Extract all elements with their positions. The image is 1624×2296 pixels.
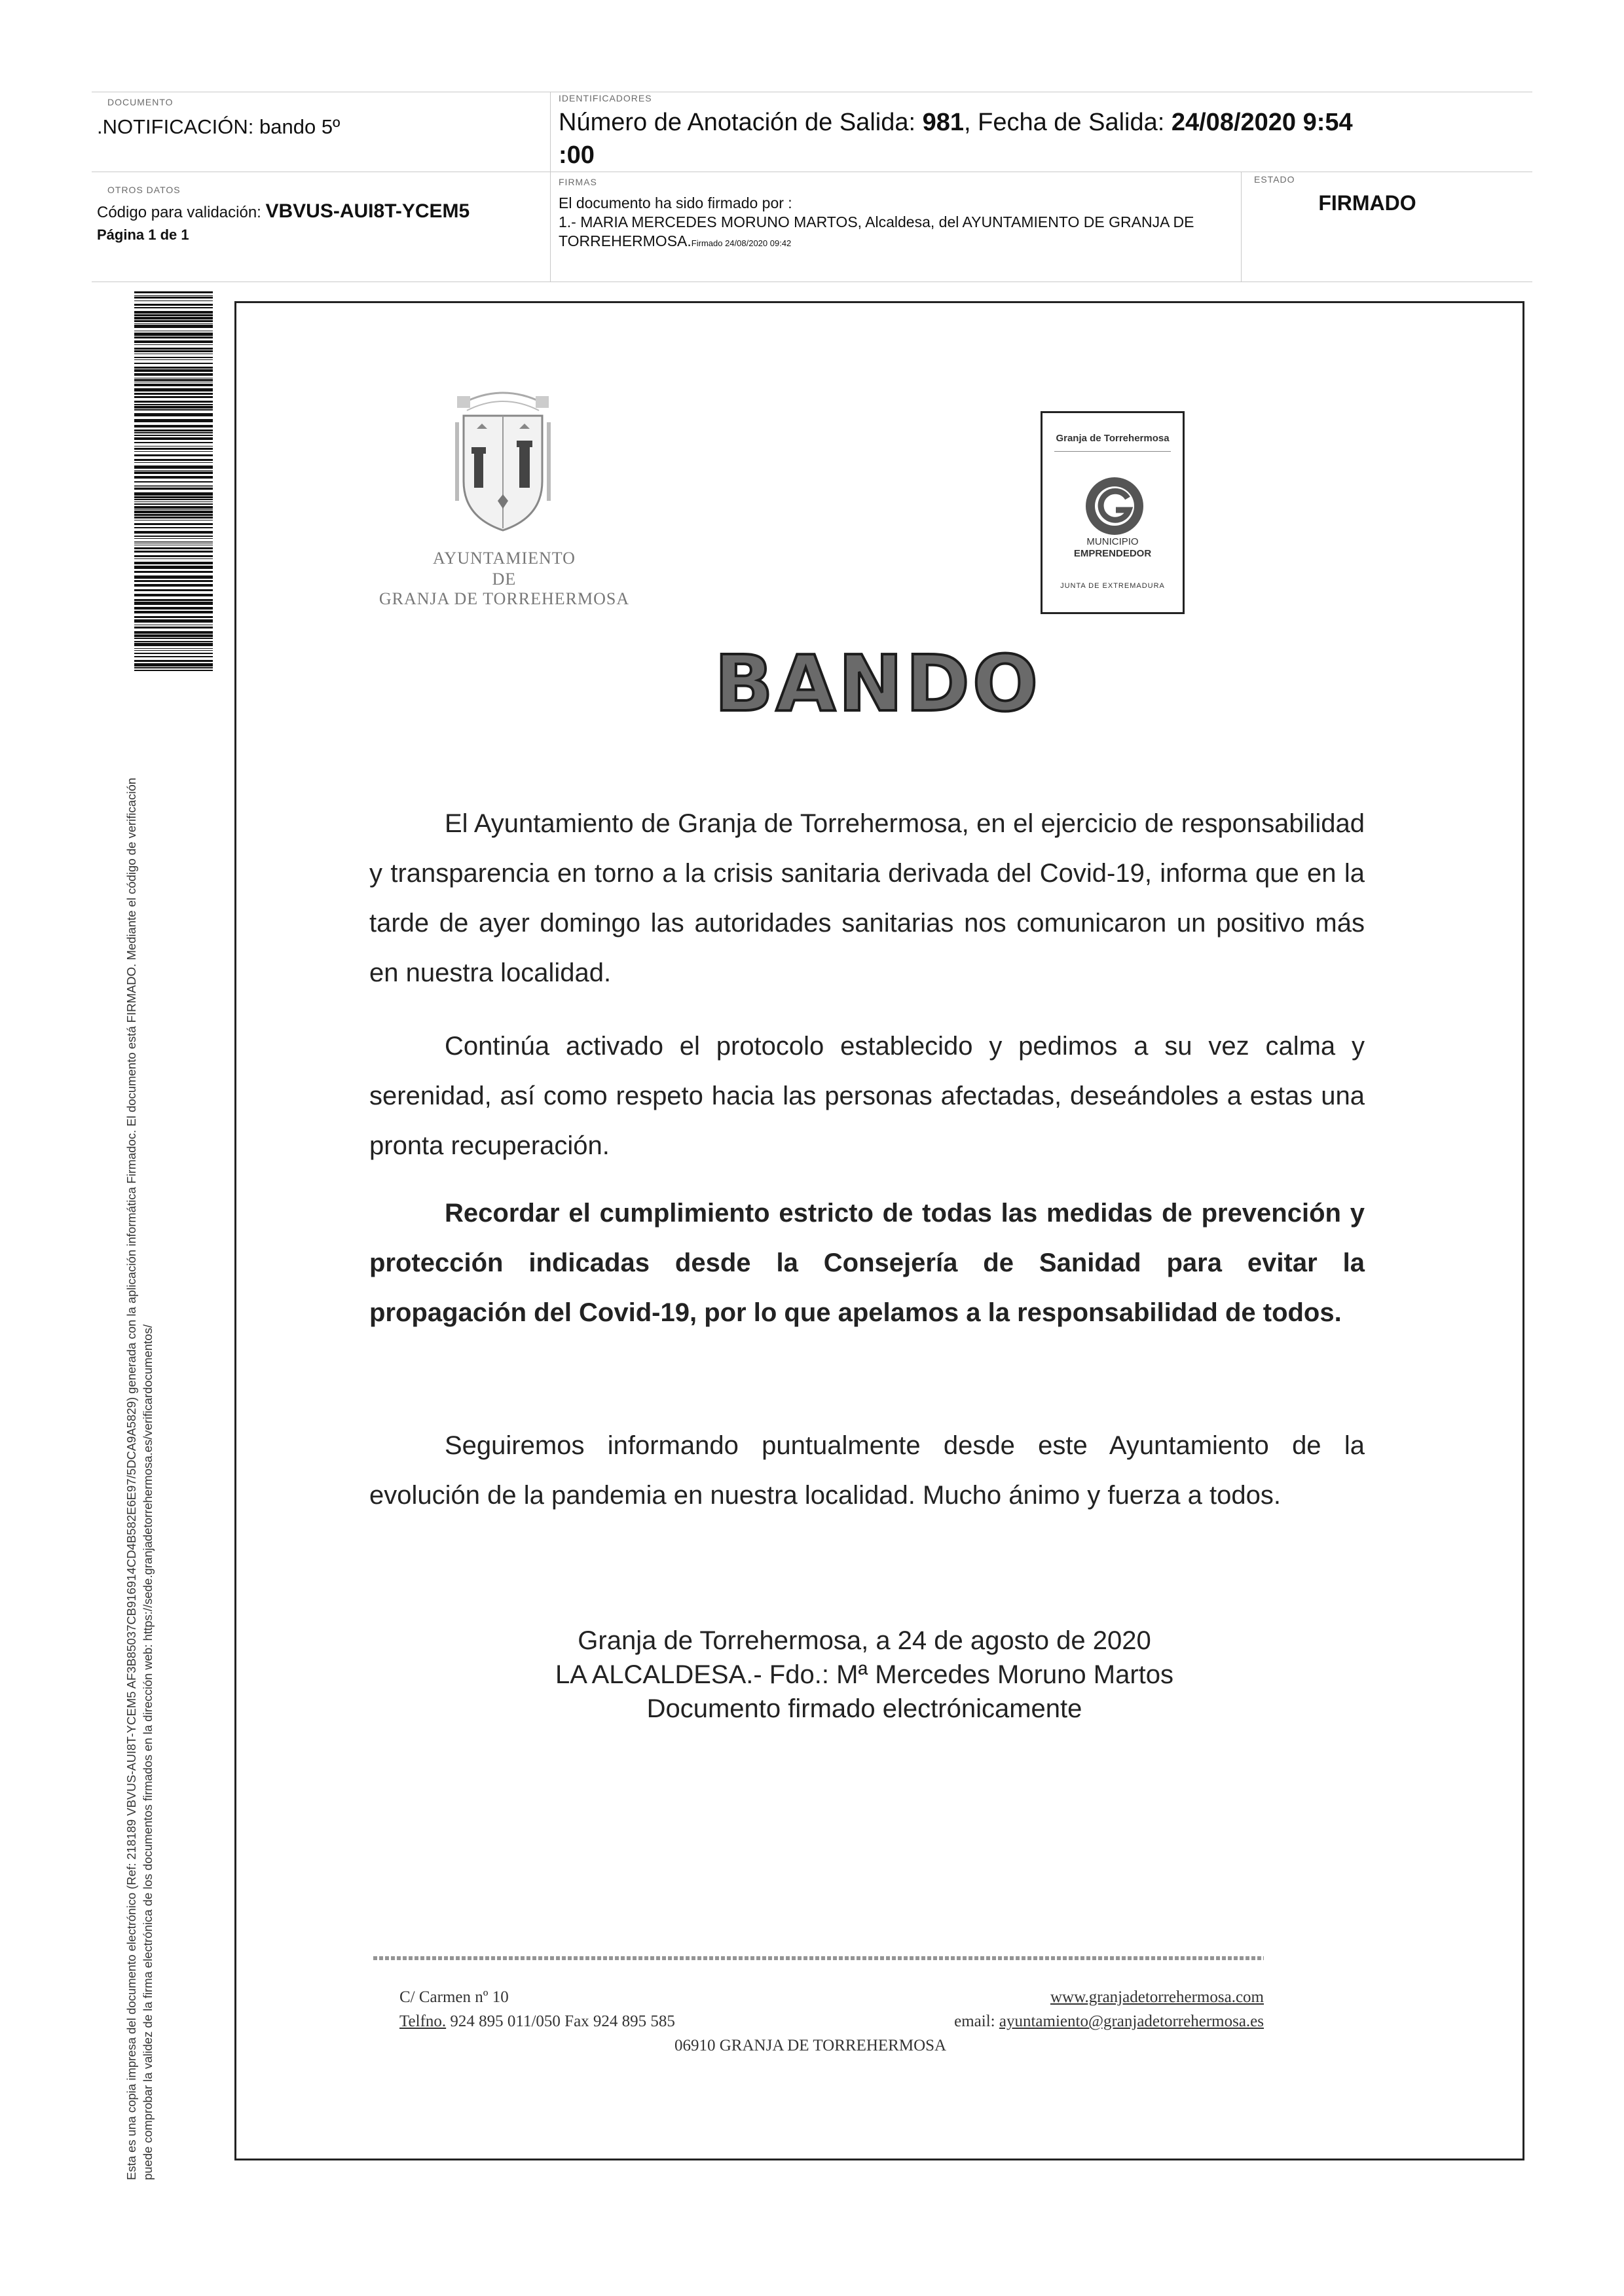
- paragraph-4: Seguiremos informando puntualmente desde este Ayuntamiento de la evolución de la pandemia en nuestra localidad. Mucho ánimo y fuerza a todos.: [369, 1431, 1365, 1510]
- barcode-stripe: [134, 488, 213, 490]
- badge-divider: [1054, 451, 1171, 452]
- signature-electronic-note: Documento firmado electrónicamente: [646, 1694, 1082, 1723]
- documento-value: .NOTIFICACIÓN: bando 5º: [97, 115, 341, 138]
- coat-of-arms-icon: [437, 383, 568, 540]
- barcode-stripe: [134, 602, 213, 605]
- barcode-stripe: [134, 311, 213, 314]
- barcode-stripe: [134, 616, 213, 618]
- badge-junta: JUNTA DE EXTREMADURA: [1060, 582, 1165, 590]
- side-verification-note: [123, 674, 156, 2180]
- badge-town: Granja de Torrehermosa: [1056, 433, 1170, 444]
- barcode-stripe: [134, 413, 213, 416]
- barcode-stripe: [134, 517, 213, 519]
- barcode-stripe: [134, 323, 213, 324]
- barcode-stripe: [134, 470, 213, 471]
- barcode-stripe: [134, 481, 213, 483]
- anotacion-salida: [559, 106, 1410, 172]
- side-note-line1: Esta es una copia impresa del documento electrónico (Ref: 218189 VBVUS-AUI8T-YCEM5 AF3B85037CB916914CD4B582E6E97/5DCA9A5829) generada con la aplicación informática Firmadoc. El documento está FIRMADO. Mediante el código de verificación: [124, 777, 138, 2180]
- barcode-stripe: [134, 419, 213, 422]
- barcode-icon: [134, 291, 213, 671]
- barcode-stripe: [134, 514, 213, 516]
- barcode-stripe: [134, 393, 213, 395]
- barcode-stripe: [134, 340, 213, 343]
- barcode-stripe: [134, 462, 213, 463]
- barcode-stripe: [134, 317, 213, 319]
- paragraph-2: Continúa activado el protocolo establecido y pedimos a su vez calma y serenidad, así como respeto hacia las personas afectadas, deseándoles a estas una pronta recuperación.: [369, 1032, 1365, 1160]
- barcode-stripe: [134, 442, 213, 443]
- barcode-stripe: [134, 384, 213, 386]
- municipio-emprendedor-badge: [1041, 411, 1185, 614]
- barcode-stripe: [134, 448, 213, 450]
- estado-label: ESTADO: [1254, 174, 1295, 185]
- barcode-stripe: [134, 404, 213, 405]
- barcode-stripe: [134, 465, 213, 469]
- otros-datos-label: OTROS DATOS: [107, 185, 181, 195]
- identificadores-label: IDENTIFICADORES: [559, 93, 652, 103]
- barcode-stripe: [134, 307, 213, 308]
- footer-phone: [399, 2013, 675, 2031]
- barcode-stripe: [134, 631, 213, 634]
- barcode-stripe: [134, 670, 213, 671]
- barcode-stripe: [134, 350, 213, 352]
- barcode-stripe: [134, 511, 213, 513]
- barcode-stripe: [134, 648, 213, 649]
- footer-email-label: email:: [954, 2013, 999, 2030]
- barcode-stripe: [134, 476, 213, 479]
- barcode-stripe: [134, 367, 213, 369]
- barcode-stripe: [134, 451, 213, 452]
- barcode-stripe: [134, 486, 213, 487]
- footer-divider: [373, 1956, 1264, 1960]
- barcode-stripe: [134, 594, 213, 596]
- footer-city: 06910 GRANJA DE TORREHERMOSA: [674, 2037, 947, 2054]
- firmas-line1: El documento ha sido firmado por :: [559, 194, 792, 211]
- barcode-stripe: [134, 660, 213, 662]
- barcode-stripe: [134, 509, 213, 510]
- emprendedor-logo-icon: [1082, 473, 1147, 539]
- barcode-stripe: [134, 558, 213, 559]
- badge-emprendedor: EMPRENDEDOR: [1073, 548, 1152, 559]
- footer-address: C/ Carmen nº 10: [399, 1988, 509, 2006]
- signature-place-date: Granja de Torrehermosa, a 24 de agosto de 2020: [578, 1626, 1151, 1655]
- footer-phone-label: Telfno.: [399, 2013, 447, 2030]
- barcode-stripe: [134, 388, 213, 392]
- barcode-stripe: [134, 291, 213, 293]
- barcode-stripe: [134, 566, 213, 569]
- firmas-line3: TORREHERMOSA.: [559, 232, 692, 249]
- barcode-stripe: [134, 499, 213, 500]
- barcode-stripe: [134, 584, 213, 587]
- barcode-stripe: [134, 551, 213, 553]
- barcode-stripe: [134, 492, 213, 496]
- letterhead-line2: DE: [492, 570, 517, 589]
- codigo-value: VBVUS-AUI8T-YCEM5: [265, 200, 470, 222]
- anotacion-prefix: Número de Anotación de Salida:: [559, 109, 923, 136]
- barcode-stripe: [134, 459, 213, 461]
- paragraph-1: El Ayuntamiento de Granja de Torrehermosa, en el ejercicio de responsabilidad y transparencia en torno a la crisis sanitaria derivada del Covid-19, informa que en la tarde de ayer domingo las autoridades sanitarias nos comunicaron un positivo más en nuestra localidad.: [369, 809, 1365, 987]
- footer-web-link[interactable]: www.granjadetorrehermosa.com: [1050, 1988, 1264, 2006]
- letterhead-line3: GRANJA DE TORREHERMOSA: [378, 589, 630, 608]
- barcode-stripe: [134, 425, 213, 428]
- signature-name: LA ALCALDESA.- Fdo.: Mª Mercedes Moruno Martos: [555, 1660, 1174, 1689]
- barcode-stripe: [134, 538, 213, 539]
- footer-phone-value: 924 895 011/050 Fax 924 895 585: [446, 2013, 675, 2030]
- barcode-stripe: [134, 562, 213, 564]
- barcode-stripe: [134, 429, 213, 431]
- barcode-stripe: [134, 650, 213, 651]
- codigo-validacion: [97, 200, 470, 223]
- barcode-stripe: [134, 379, 213, 381]
- barcode-stripe: [134, 396, 213, 398]
- barcode-stripe: [134, 506, 213, 509]
- estado-value: FIRMADO: [1318, 191, 1416, 215]
- barcode-stripe: [134, 369, 213, 372]
- header-divider-left: [550, 92, 551, 282]
- barcode-stripe: [134, 580, 213, 582]
- barcode-stripe: [134, 406, 213, 409]
- barcode-stripe: [134, 363, 213, 364]
- barcode-stripe: [134, 333, 213, 336]
- firmas-line2: 1.- MARIA MERCEDES MORUNO MARTOS, Alcaldesa, del AYUNTAMIENTO DE GRANJA DE: [559, 213, 1194, 230]
- paragraph-3-bold: Recordar el cumplimiento estricto de todas las medidas de prevención y protección indicadas desde la Consejería de Sanidad para evitar la propagación del Covid-19, por lo que apelamos a la responsabilidad de todos.: [369, 1199, 1365, 1327]
- barcode-stripe: [134, 373, 213, 376]
- footer-email-link[interactable]: ayuntamiento@granjadetorrehermosa.es: [999, 2013, 1264, 2030]
- barcode-stripe: [134, 599, 213, 601]
- barcode-stripe: [134, 638, 213, 639]
- codigo-prefix: Código para validación:: [97, 204, 266, 221]
- barcode-stripe: [134, 643, 213, 646]
- barcode-stripe: [134, 325, 213, 328]
- firmas-small: Firmado 24/08/2020 09:42: [691, 238, 792, 248]
- barcode-stripe: [134, 523, 213, 525]
- barcode-stripe: [134, 337, 213, 338]
- barcode-stripe: [134, 344, 213, 345]
- barcode-stripe: [134, 359, 213, 360]
- barcode-stripe: [134, 653, 213, 654]
- barcode-stripe: [134, 454, 213, 456]
- barcode-stripe: [134, 314, 213, 316]
- documento-label: DOCUMENTO: [107, 97, 174, 107]
- page-title: BANDO: [714, 638, 1041, 729]
- barcode-stripe: [134, 611, 213, 613]
- barcode-stripe: [134, 571, 213, 573]
- barcode-stripe: [134, 485, 213, 486]
- barcode-stripe: [134, 471, 213, 474]
- barcode-stripe: [134, 409, 213, 410]
- barcode-stripe: [134, 348, 213, 350]
- barcode-stripe: [134, 304, 213, 306]
- barcode-stripe: [134, 627, 213, 629]
- footer-email: [923, 2013, 1264, 2031]
- barcode-stripe: [134, 401, 213, 403]
- barcode-stripe: [134, 547, 213, 549]
- anotacion-fecha: 24/08/2020 9:54: [1171, 109, 1353, 136]
- barcode-stripe: [134, 536, 213, 537]
- letterhead-line1: AYUNTAMIENTO: [433, 549, 576, 568]
- anotacion-cont: :00: [559, 141, 595, 169]
- barcode-stripe: [134, 437, 213, 440]
- barcode-stripe: [134, 320, 213, 322]
- barcode-stripe: [134, 634, 213, 637]
- barcode-stripe: [134, 589, 213, 591]
- barcode-stripe: [134, 641, 213, 642]
- barcode-stripe: [134, 297, 213, 299]
- firmas-label: FIRMAS: [559, 177, 597, 187]
- barcode-stripe: [134, 432, 213, 433]
- anotacion-mid: , Fecha de Salida:: [964, 109, 1172, 136]
- barcode-stripe: [134, 619, 213, 623]
- barcode-stripe: [134, 541, 213, 542]
- barcode-stripe: [134, 503, 213, 505]
- barcode-stripe: [134, 607, 213, 610]
- side-note-line2: puede comprobar la validez de la firma electrónica de los documentos firmados en la dirección web: https://sede.granjadetorrehermosa.es/verificardocumentos/: [141, 1324, 155, 2180]
- barcode-stripe: [134, 663, 213, 666]
- barcode-stripe: [134, 435, 213, 436]
- barcode-stripe: [134, 575, 213, 579]
- barcode-stripe: [134, 527, 213, 528]
- barcode-stripe: [134, 667, 213, 668]
- barcode-stripe: [134, 496, 213, 498]
- barcode-stripe: [134, 357, 213, 358]
- anotacion-numero: 981: [922, 109, 964, 136]
- barcode-stripe: [134, 555, 213, 557]
- barcode-stripe: [134, 295, 213, 296]
- barcode-stripe: [134, 501, 213, 502]
- barcode-stripe: [134, 531, 213, 534]
- barcode-stripe: [134, 656, 213, 657]
- pagina-indicator: Página 1 de 1: [97, 227, 189, 243]
- badge-municipio: MUNICIPIO: [1086, 536, 1139, 547]
- firmas-block: [559, 194, 1253, 253]
